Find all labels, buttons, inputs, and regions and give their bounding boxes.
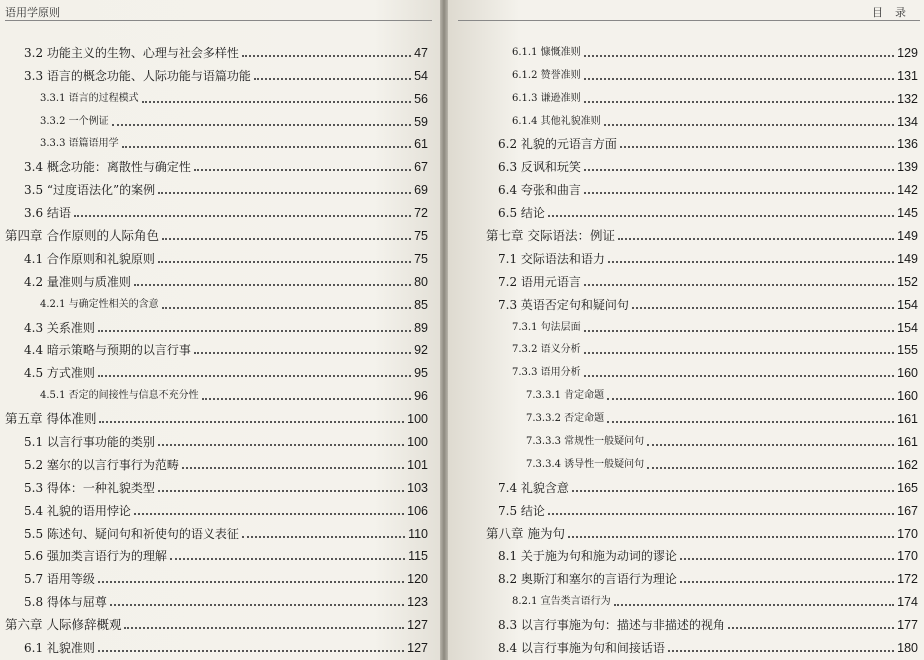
dot-leader <box>572 490 894 492</box>
toc-entry-sub <box>448 85 918 108</box>
toc-page-number: 154 <box>897 297 918 312</box>
dot-leader <box>99 421 404 423</box>
toc-page-number: 160 <box>897 389 918 404</box>
dot-leader <box>110 604 404 606</box>
toc-entry-subsub <box>448 451 918 474</box>
toc-page-number: 96 <box>414 389 428 404</box>
toc-page-number: 75 <box>414 229 428 244</box>
dot-leader <box>584 352 895 354</box>
toc-entry-section <box>448 176 918 199</box>
dot-leader <box>182 467 404 469</box>
toc-page-number: 106 <box>407 503 428 518</box>
dot-leader <box>98 375 411 377</box>
toc-entry-title: 5.3 得体：一种礼貌类型 <box>24 480 155 495</box>
toc-entry-sub <box>448 39 918 62</box>
toc-page-number: 59 <box>414 114 428 129</box>
toc-page-number: 115 <box>408 549 428 564</box>
toc-entry-title: 7.1 交际语法和语力 <box>498 251 605 266</box>
toc-page-number: 142 <box>897 183 918 198</box>
dot-leader <box>584 284 894 286</box>
toc-entry-title: 5.5 陈述句、疑问句和祈使句的语义表征 <box>24 526 239 541</box>
dot-leader <box>158 261 411 263</box>
dot-leader <box>584 55 895 57</box>
dot-leader <box>647 444 894 446</box>
toc-entry-section <box>0 474 428 497</box>
toc-entry-sub <box>0 131 428 154</box>
toc-page-number: 100 <box>407 435 428 450</box>
toc-entry-title: 8.2.1 宣告类言语行为 <box>512 596 611 608</box>
toc-entry-section <box>0 543 428 566</box>
toc-entry-title: 第四章 合作原则的人际角色 <box>5 228 159 244</box>
dot-leader <box>680 581 894 583</box>
toc-page-number: 110 <box>408 526 428 541</box>
toc-entry-sub <box>0 85 428 108</box>
toc-entry-sub <box>448 337 918 360</box>
toc-page-number: 80 <box>414 274 428 289</box>
toc-entry-section <box>0 245 428 268</box>
header-rule <box>458 20 920 21</box>
dot-leader <box>632 307 894 309</box>
toc-entry-subsub <box>448 428 918 451</box>
toc-entry-title: 3.3.2 一个例证 <box>40 115 109 127</box>
toc-page-number: 103 <box>407 480 428 495</box>
toc-entry-title: 8.2 奥斯汀和塞尔的言语行为理论 <box>498 572 677 587</box>
toc-entry-title: 4.4 暗示策略与预期的以言行事 <box>24 343 191 358</box>
toc-entry-section <box>448 245 918 268</box>
toc-entry-section <box>0 153 428 176</box>
toc-entry-section <box>0 62 428 85</box>
toc-entry-title: 4.1 合作原则和礼貌原则 <box>24 251 155 266</box>
toc-list-right <box>448 39 918 657</box>
dot-leader <box>604 124 895 126</box>
toc-page-number: 127 <box>407 618 428 633</box>
dot-leader <box>584 101 895 103</box>
toc-page-number: 134 <box>897 114 918 129</box>
toc-entry-title: 6.1.2 赞誉准则 <box>512 69 581 81</box>
dot-leader <box>242 55 411 57</box>
toc-page-number: 54 <box>414 68 428 83</box>
dot-leader <box>98 330 411 332</box>
toc-entry-section <box>448 131 918 154</box>
toc-page-number: 123 <box>407 595 428 610</box>
toc-entry-section <box>448 291 918 314</box>
toc-entry-sub <box>448 62 918 85</box>
toc-entry-title: 7.4 礼貌含意 <box>498 480 569 495</box>
left-page <box>0 0 440 660</box>
toc-entry-sub <box>448 314 918 337</box>
dot-leader <box>607 398 894 400</box>
toc-entry-section <box>0 428 428 451</box>
toc-entry-title: 5.2 塞尔的以言行事行为范畴 <box>24 457 179 472</box>
toc-page-number: 67 <box>414 160 428 175</box>
toc-entry-title: 5.7 语用等级 <box>24 572 95 587</box>
toc-entry-chapter <box>0 405 428 428</box>
toc-page-number: 72 <box>414 206 428 221</box>
toc-entry-title: 3.3 语言的概念功能、人际功能与语篇功能 <box>24 68 251 83</box>
toc-entry-title: 7.3.3.1 肯定命题 <box>526 390 605 402</box>
toc-entry-title: 5.6 强加类言语行为的理解 <box>24 549 167 564</box>
toc-page-number: 136 <box>897 137 918 152</box>
toc-entry-title: 6.5 结论 <box>498 206 545 221</box>
toc-entry-title: 5.4 礼貌的语用悖论 <box>24 503 131 518</box>
dot-leader <box>158 490 404 492</box>
toc-entry-section <box>0 565 428 588</box>
toc-page-number: 170 <box>897 526 918 541</box>
toc-page-number: 85 <box>414 297 428 312</box>
toc-entry-section <box>448 634 918 657</box>
dot-leader <box>254 78 411 80</box>
toc-entry-sub <box>448 359 918 382</box>
toc-entry-sub <box>0 382 428 405</box>
toc-entry-title: 6.1.1 慷慨准则 <box>512 46 581 58</box>
toc-page-number: 101 <box>407 457 428 472</box>
toc-entry-section <box>448 565 918 588</box>
dot-leader <box>162 238 411 240</box>
toc-page-number: 56 <box>414 91 428 106</box>
dot-leader <box>618 238 894 240</box>
dot-leader <box>122 146 411 148</box>
toc-page-number: 127 <box>407 641 428 656</box>
toc-page-number: 69 <box>414 183 428 198</box>
dot-leader <box>647 467 894 469</box>
toc-entry-subsub <box>448 405 918 428</box>
toc-entry-title: 4.3 关系准则 <box>24 320 95 335</box>
toc-entry-chapter <box>448 222 918 245</box>
toc-entry-title: 8.1 关于施为句和施为动词的谬论 <box>498 549 677 564</box>
toc-entry-section <box>448 474 918 497</box>
toc-entry-title: 3.3.1 语言的过程模式 <box>40 92 139 104</box>
toc-entry-section <box>0 268 428 291</box>
dot-leader <box>158 192 411 194</box>
toc-entry-section <box>0 497 428 520</box>
toc-page-number: 92 <box>414 343 428 358</box>
dot-leader <box>584 192 894 194</box>
dot-leader <box>728 627 894 629</box>
dot-leader <box>607 421 894 423</box>
dot-leader <box>158 444 404 446</box>
toc-entry-section <box>0 314 428 337</box>
dot-leader <box>202 398 411 400</box>
toc-entry-section <box>0 588 428 611</box>
dot-leader <box>614 604 895 606</box>
toc-entry-section <box>448 153 918 176</box>
toc-entry-title: 6.4 夸张和曲言 <box>498 183 581 198</box>
toc-page-number: 75 <box>414 251 428 266</box>
toc-page-number: 129 <box>897 45 918 60</box>
toc-entry-title: 8.4 以言行事施为句和间接话语 <box>498 641 665 656</box>
dot-leader <box>112 124 411 126</box>
dot-leader <box>170 558 405 560</box>
toc-entry-title: 4.2 量准则与质准则 <box>24 274 131 289</box>
toc-page-number: 149 <box>897 229 918 244</box>
toc-page-number: 145 <box>897 206 918 221</box>
toc-entry-chapter <box>0 611 428 634</box>
toc-entry-title: 7.3.3.3 常规性一般疑问句 <box>526 436 645 448</box>
running-head-book-title: 语用学原则 <box>5 6 60 19</box>
dot-leader <box>98 650 404 652</box>
dot-leader <box>584 375 895 377</box>
toc-entry-section <box>0 337 428 360</box>
dot-leader <box>680 558 894 560</box>
toc-entry-section <box>0 634 428 657</box>
toc-list-left <box>0 39 428 657</box>
toc-entry-title: 6.2 礼貌的元语言方面 <box>498 137 617 152</box>
toc-entry-section <box>0 199 428 222</box>
toc-page-number: 161 <box>897 435 918 450</box>
dot-leader <box>548 215 894 217</box>
toc-entry-section <box>0 520 428 543</box>
dot-leader <box>74 215 411 217</box>
toc-entry-title: 4.5 方式准则 <box>24 366 95 381</box>
toc-entry-sub <box>448 588 918 611</box>
running-head-contents: 目录 <box>872 6 918 19</box>
toc-entry-title: 第五章 得体准则 <box>5 411 97 427</box>
dot-leader <box>568 536 894 538</box>
toc-page-number: 139 <box>897 160 918 175</box>
dot-leader <box>162 307 411 309</box>
dot-leader <box>668 650 894 652</box>
dot-leader <box>124 627 404 629</box>
toc-entry-title: 3.2 功能主义的生物、心理与社会多样性 <box>24 45 239 60</box>
dot-leader <box>548 513 894 515</box>
dot-leader <box>194 169 411 171</box>
toc-page-number: 165 <box>897 480 918 495</box>
toc-page-number: 100 <box>407 412 428 427</box>
toc-page-number: 174 <box>897 595 918 610</box>
toc-page-number: 149 <box>897 251 918 266</box>
toc-entry-title: 5.1 以言行事功能的类别 <box>24 435 155 450</box>
toc-page-number: 152 <box>897 274 918 289</box>
toc-page-number: 162 <box>897 457 918 472</box>
toc-page-number: 47 <box>414 45 428 60</box>
toc-entry-sub <box>448 108 918 131</box>
toc-entry-title: 6.3 反讽和玩笑 <box>498 160 581 175</box>
toc-entry-section <box>448 497 918 520</box>
toc-page-number: 170 <box>897 549 918 564</box>
toc-entry-title: 7.3.2 语义分析 <box>512 344 581 356</box>
toc-entry-title: 5.8 得体与屈尊 <box>24 595 107 610</box>
toc-entry-title: 7.2 语用元语言 <box>498 274 581 289</box>
toc-page-number: 89 <box>414 320 428 335</box>
dot-leader <box>608 261 894 263</box>
dot-leader <box>620 146 894 148</box>
toc-entry-title: 第八章 施为句 <box>486 525 565 541</box>
toc-page-number: 95 <box>414 366 428 381</box>
header-rule <box>5 20 432 21</box>
toc-entry-section <box>0 39 428 62</box>
dot-leader <box>98 581 404 583</box>
toc-entry-title: 6.1 礼貌准则 <box>24 641 95 656</box>
toc-page-number: 177 <box>897 618 918 633</box>
toc-entry-title: 3.4 概念功能：离散性与确定性 <box>24 160 191 175</box>
toc-entry-title: 6.1.3 谦逊准则 <box>512 92 581 104</box>
toc-entry-title: 8.3 以言行事施为句：描述与非描述的视角 <box>498 618 725 633</box>
toc-page-number: 167 <box>897 503 918 518</box>
toc-entry-section <box>0 451 428 474</box>
dot-leader <box>584 78 895 80</box>
right-page <box>448 0 924 660</box>
toc-entry-title: 7.3.3 语用分析 <box>512 367 581 379</box>
toc-page-number: 132 <box>897 91 918 106</box>
dot-leader <box>194 352 411 354</box>
toc-page-number: 161 <box>897 412 918 427</box>
dot-leader <box>584 169 894 171</box>
dot-leader <box>142 101 411 103</box>
toc-entry-section <box>448 543 918 566</box>
dot-leader <box>242 536 405 538</box>
toc-page-number: 155 <box>897 343 918 358</box>
toc-entry-title: 7.5 结论 <box>498 503 545 518</box>
dot-leader <box>134 284 411 286</box>
toc-entry-section <box>448 268 918 291</box>
toc-entry-title: 4.2.1 与确定性相关的含意 <box>40 298 159 310</box>
toc-entry-title: 7.3 英语否定句和疑问句 <box>498 297 629 312</box>
toc-page-number: 172 <box>897 572 918 587</box>
toc-entry-title: 4.5.1 否定的间接性与信息不充分性 <box>40 390 199 402</box>
toc-entry-chapter <box>0 222 428 245</box>
toc-entry-title: 第六章 人际修辞概观 <box>5 617 122 633</box>
toc-entry-title: 第七章 交际语法：例证 <box>486 228 615 244</box>
toc-entry-section <box>448 611 918 634</box>
toc-page-number: 154 <box>897 320 918 335</box>
toc-entry-title: 6.1.4 其他礼貌准则 <box>512 115 601 127</box>
toc-page-number: 180 <box>897 641 918 656</box>
toc-entry-sub <box>0 108 428 131</box>
toc-page-number: 131 <box>897 68 918 83</box>
toc-page-number: 120 <box>407 572 428 587</box>
toc-entry-section <box>0 359 428 382</box>
toc-entry-title: 7.3.3.4 诱导性一般疑问句 <box>526 458 645 470</box>
toc-entry-sub <box>0 291 428 314</box>
toc-entry-chapter <box>448 520 918 543</box>
toc-entry-title: 7.3.3.2 否定命题 <box>526 413 605 425</box>
toc-entry-title: 3.5 “过度语法化”的案例 <box>24 183 156 198</box>
toc-page-number: 61 <box>414 137 428 152</box>
toc-entry-title: 7.3.1 句法层面 <box>512 321 581 333</box>
book-gutter <box>440 0 448 660</box>
toc-entry-section <box>0 176 428 199</box>
toc-page-number: 160 <box>897 366 918 381</box>
toc-entry-title: 3.3.3 语篇语用学 <box>40 138 119 150</box>
dot-leader <box>584 330 895 332</box>
toc-entry-title: 3.6 结语 <box>24 206 71 221</box>
toc-entry-subsub <box>448 382 918 405</box>
toc-entry-section <box>448 199 918 222</box>
dot-leader <box>134 513 404 515</box>
